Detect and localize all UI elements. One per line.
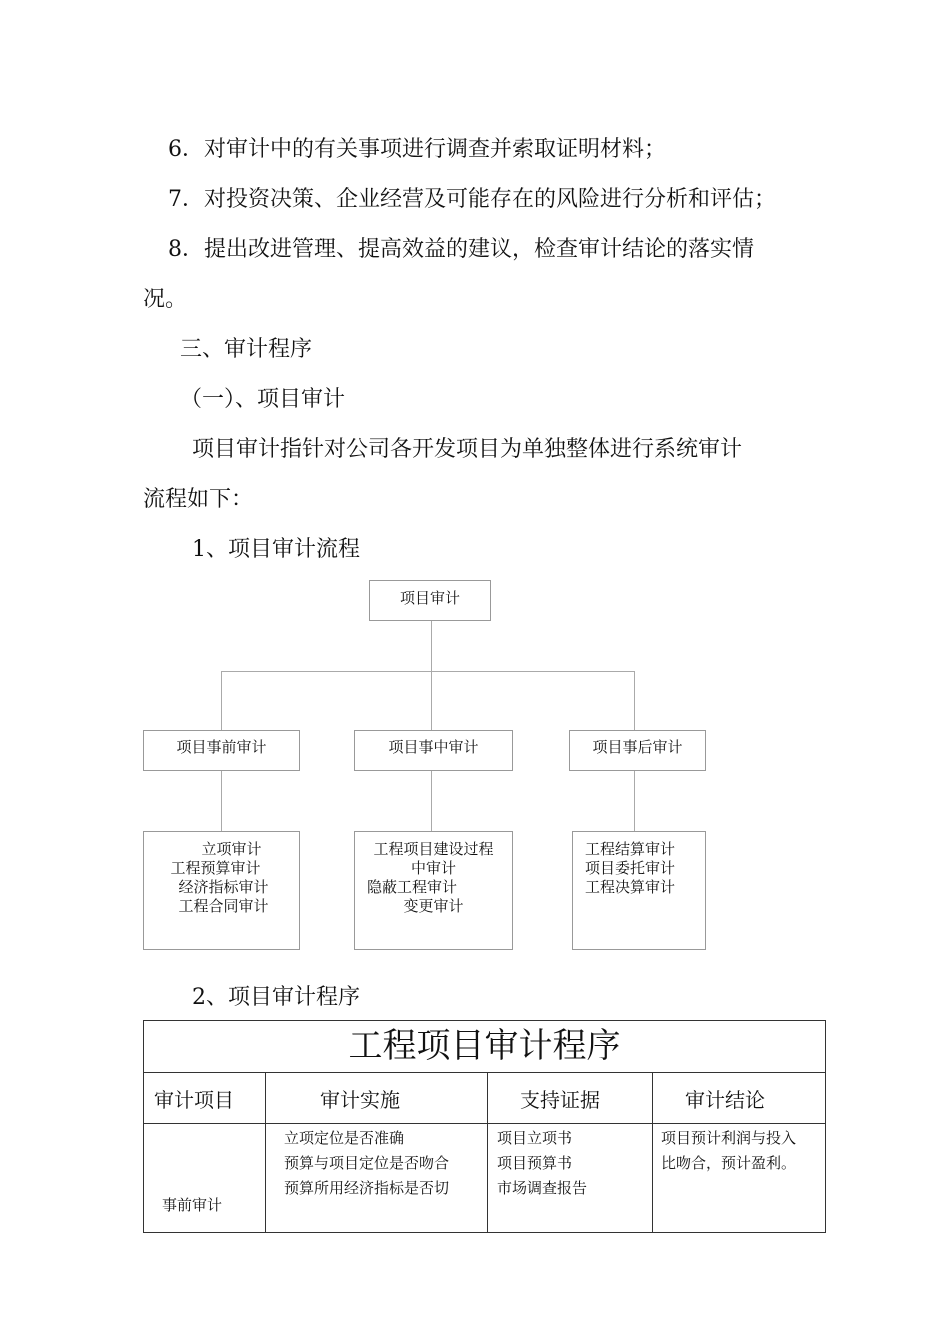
branch-node-mid: 项目事中审计 (354, 730, 513, 771)
flow-heading: 1、项目审计流程 (192, 537, 360, 562)
leaf-item: 工程预算审计 (170, 859, 261, 877)
table-cell-item: 事前审计 (144, 1124, 266, 1233)
branch-connector-left (221, 671, 222, 731)
branch-bus-line (221, 671, 635, 672)
table-title: 工程项目审计程序 (144, 1021, 826, 1073)
table-header-row (144, 1073, 826, 1124)
leaf-item: 工程决算审计 (585, 878, 676, 896)
leaf-connector-middle (431, 770, 432, 832)
leaf-item: 工程结算审计 (585, 840, 676, 858)
cell-line: 项目立项书 (497, 1129, 573, 1147)
branch-node-post: 项目事后审计 (569, 730, 706, 771)
leaf-connector-right (634, 770, 635, 832)
header-cell: 审计结论 (653, 1073, 826, 1124)
leaf-node-mid (354, 831, 513, 950)
branch-connector-right (634, 671, 635, 731)
leaf-item: 工程合同审计 (178, 897, 269, 915)
leaf-item: 立项审计 (201, 840, 262, 858)
cell-line: 预算所用经济指标是否切 (284, 1179, 450, 1197)
cell-line: 项目预计利润与投入 (661, 1129, 797, 1147)
branch-connector-middle (431, 671, 432, 731)
paragraph-item-8-continued: 况。 (143, 287, 188, 312)
subsection-heading: （一）、项目审计 (180, 387, 346, 412)
table-cell-implementation (266, 1124, 488, 1233)
leaf-item: 隐蔽工程审计 (367, 878, 458, 896)
header-cell: 支持证据 (488, 1073, 653, 1124)
procedure-heading: 2、项目审计程序 (192, 985, 360, 1010)
table-row (144, 1124, 826, 1233)
root-node: 项目审计 (369, 580, 491, 621)
cell-line: 比吻合，预计盈利。 (661, 1154, 797, 1172)
table-cell-evidence (488, 1124, 653, 1233)
header-cell: 审计实施 (266, 1073, 488, 1124)
cell-line: 预算与项目定位是否吻合 (284, 1154, 450, 1172)
leaf-connector-left (221, 770, 222, 832)
intro-paragraph-continued: 流程如下： (143, 487, 254, 512)
leaf-item: 变更审计 (403, 897, 464, 915)
branch-node-pre: 项目事前审计 (143, 730, 300, 771)
paragraph-item-6: 6．对审计中的有关事项进行调查并索取证明材料； (168, 137, 666, 162)
table-cell-conclusion (653, 1124, 826, 1233)
header-cell: 审计项目 (144, 1073, 266, 1124)
cell-line: 立项定位是否准确 (284, 1129, 405, 1147)
section-heading: 三、审计程序 (180, 337, 313, 362)
intro-paragraph: 项目审计指针对公司各开发项目为单独整体进行系统审计 (192, 437, 743, 462)
leaf-item: 经济指标审计 (178, 878, 269, 896)
leaf-item: 工程项目建设过程 (373, 840, 494, 858)
leaf-node-post (572, 831, 706, 950)
paragraph-item-8: 8．提出改进管理、提高效益的建议，检查审计结论的落实情 (168, 237, 754, 262)
paragraph-item-7: 7．对投资决策、企业经营及可能存在的风险进行分析和评估； (168, 187, 776, 212)
leaf-node-pre (143, 831, 300, 950)
leaf-item: 项目委托审计 (585, 859, 676, 877)
leaf-item: 中审计 (410, 859, 456, 877)
cell-line: 市场调查报告 (497, 1179, 588, 1197)
root-connector (431, 620, 432, 672)
procedure-table (143, 1020, 826, 1233)
cell-line: 项目预算书 (497, 1154, 573, 1172)
